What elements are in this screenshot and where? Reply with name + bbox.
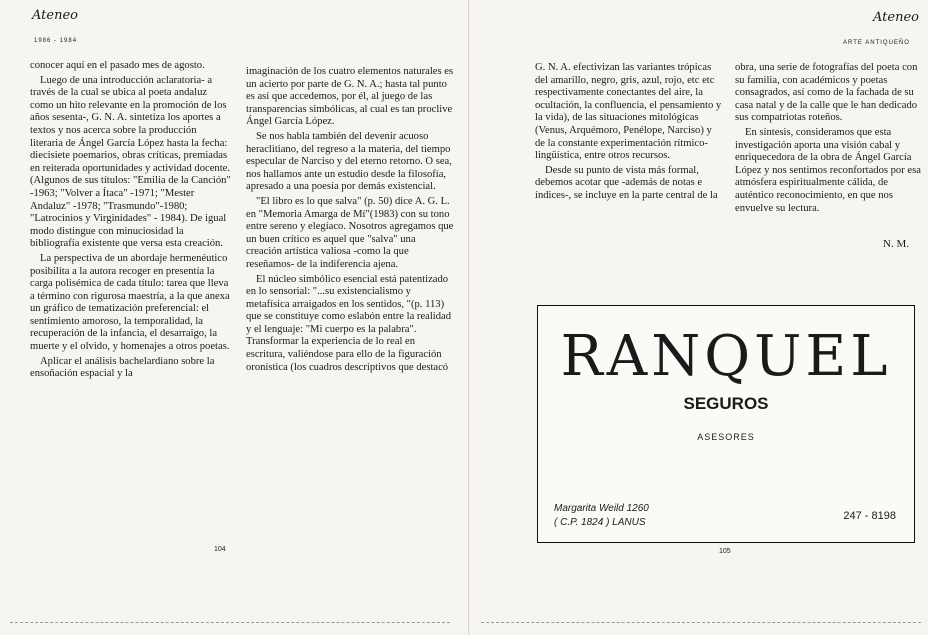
page-edge-line bbox=[481, 622, 921, 624]
ad-phone: 247 - 8198 bbox=[843, 510, 896, 522]
paragraph: En síntesis, consideramos que esta investigación aporta una visión cabal y enriquecedora de la obra de Ángel García López y nos sentimos reconfortados por esa atmósfera espiritualmente cálida, de auténtico reconocimiento, en que nos envuelve su lectura. bbox=[735, 126, 921, 214]
ranquel-advertisement bbox=[537, 305, 915, 543]
left-header-logo: Ateneo bbox=[32, 8, 78, 23]
ad-type: SEGUROS bbox=[683, 394, 769, 413]
right-header-sub: ARTE ANTIQUEÑO bbox=[843, 40, 910, 46]
page-edge-line bbox=[10, 622, 450, 624]
ad-address bbox=[554, 502, 649, 530]
paragraph: Aplicar el análisis bachelardiano sobre la ensoñación espacial y la bbox=[30, 355, 215, 380]
paragraph: "El libro es lo que salva" (p. 50) dice A. G. L. en "Memoria Amarga de Mí"(1983) con su tono entre sereno y elegíaco. Nosotros agregamos que un buen crítico es aquel que "salva" una creación artística valiosa -como la que reseñamos- de la indiferencia ajena. bbox=[246, 195, 454, 270]
ad-address-line-1: Margarita Weild 1260 bbox=[554, 503, 649, 514]
right-column-2 bbox=[735, 62, 923, 217]
paragraph: La perspectiva de un abordaje hermenéutico posibilita a la autora recoger en presentía la carga polisémica de cada título: tarea que lleva a término con rigurosa maestría, a la que anexa un gráfico de tematización preferencial: el sentimiento amoroso, la temporalidad, la recuperación de la infancia, el desarraigo, la muerte y el olvido, y homenajes a otros poetas. bbox=[30, 252, 230, 353]
right-page-number: 105 bbox=[719, 548, 731, 555]
ad-brand: RANQUEL bbox=[560, 324, 892, 389]
paragraph: imaginación de los cuatro elementos naturales es un acierto por parte de G. N. A.; hasta tal punto es así que accedemos, por él, al juego de las transparencias simbólicas, al cual es tan proclive Ángel García López. bbox=[246, 66, 454, 128]
right-column-1 bbox=[535, 62, 723, 205]
left-header-sub: 1986 - 1984 bbox=[34, 38, 78, 44]
left-column-2 bbox=[246, 66, 454, 376]
paragraph: El núcleo simbólico esencial está patentizado en lo sensorial: "...su existencialismo y metafísica arraigados en los sentidos, "(p. 113) que se constituye como eslabón entre la realidad y el lenguaje: "Mi cuerpo es la palabra". Transformar la experiencia de lo real en escritura, valiéndose para ello de la figuración oronística (los cuadros descriptivos que destacó bbox=[246, 273, 452, 373]
signature: N. M. bbox=[883, 238, 909, 250]
paragraph: conocer aquí en el pasado mes de agosto. bbox=[30, 60, 205, 71]
ad-sub: ASESORES bbox=[697, 432, 755, 442]
left-page-number: 104 bbox=[214, 546, 226, 553]
paragraph: Desde su punto de vista más formal, debemos acotar que -además de notas e índices-, se incluye en la parte central de la bbox=[535, 164, 718, 201]
right-header-logo: Ateneo bbox=[873, 10, 919, 25]
paragraph: obra, una serie de fotografías del poeta con su familia, con académicos y poetas consagrados, así como de la fachada de su casa natal y de la calle que le han dedicado sus compatriotas roteños. bbox=[735, 62, 918, 124]
paragraph: Se nos habla también del devenir acuoso heraclitiano, del regreso a la materia, del tiempo especular de Narciso y del eterno retorno. O sea, nos hallamos ante un estudio desde la filosofía, apresado a una poesía por demás existencial. bbox=[246, 130, 452, 193]
left-column-1 bbox=[30, 60, 232, 383]
paragraph: Luego de una introducción aclaratoria- a través de la cual se ubica al poeta andaluz como un hito relevante en la promoción de los años sesenta-, G. N. A. sintetiza los aportes a textos y nos acerca sobre la producción literaria de Ángel García López hasta la fecha: diecisiete poemarios, obras críticas, premiadas en reiterada oportunidades y actividad docente. (Algunos de sus títulos: "Emilia de la Canción" -1963; "Volver a Ítaca" -1971; "Mester Andaluz" -1978; "Trasmundo"-1980; "Latrocinios y Virginidades" - 1984). De igual modo distingue con minuciosidad la bibliografía existente que versa esta creación. bbox=[30, 74, 231, 250]
ad-address-line-2: ( C.P. 1824 ) LANUS bbox=[554, 517, 646, 528]
paragraph: G. N. A. efectivizan las variantes trópicas del amarillo, negro, gris, azul, rojo, etc etc respectivamente conectantes del aire, la ocultación, la confluencia, el pensamiento y la vida), de las situaciones mitológicas (Venus, Arquémoro, Penélope, Narciso) y de la constante experimentación rítmico-lingüística, entre otros recursos. bbox=[535, 62, 722, 162]
